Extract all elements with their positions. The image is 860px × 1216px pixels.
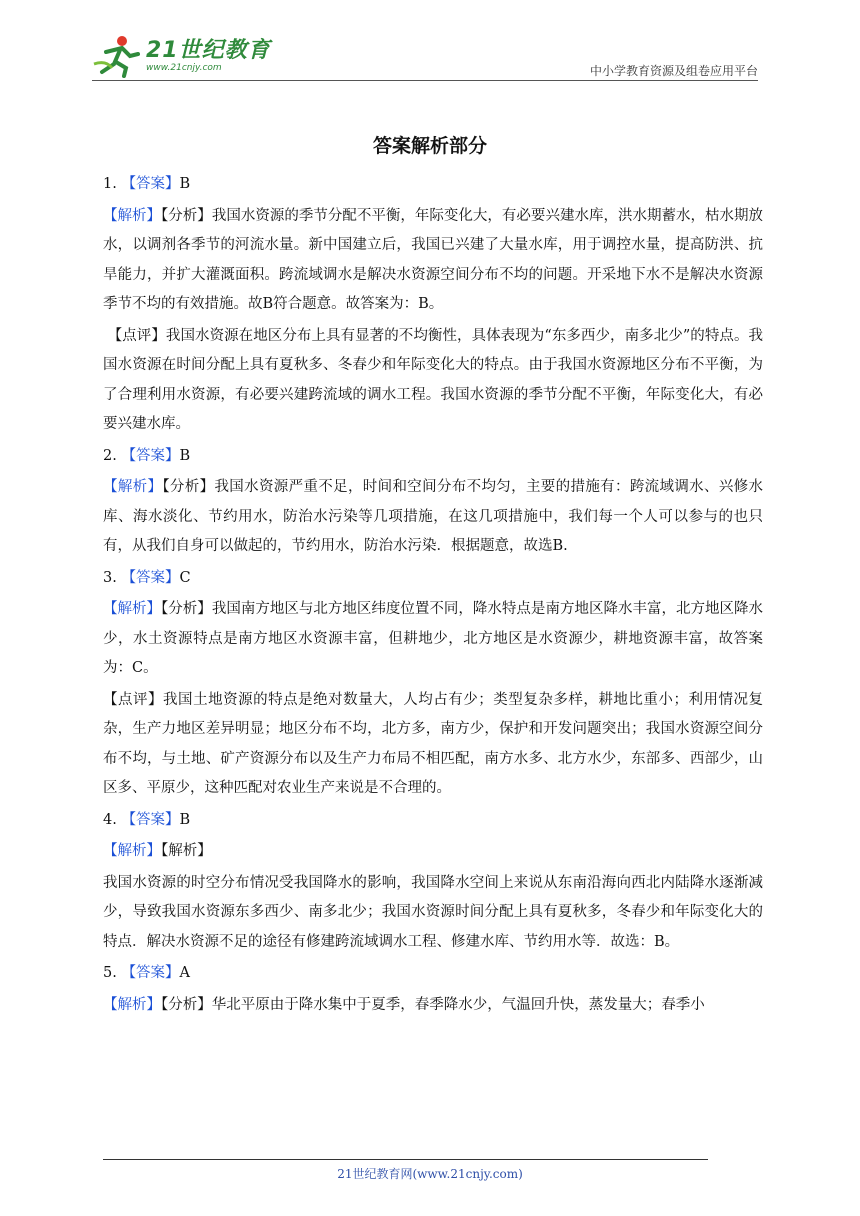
analysis-paragraph: 【解析】【分析】我国水资源严重不足，时间和空间分布不均匀，主要的措施有：跨流域调水、兴修水库、海水淡化、节约用水，防治水污染等几项措施，在这几项措施中，我们每一个人可以参与的也只有，从我们自身可以做起的，节约用水，防治水污染．根据题意，故选B.	[103, 479, 764, 554]
answer-line: 2. 【答案】B	[103, 447, 191, 464]
answer-line: 5. 【答案】A	[103, 965, 190, 981]
analysis-paragraph: 【解析】【分析】我国水资源的季节分配不平衡，年际变化大，有必要兴建水库，洪水期蓄水，枯水期放水，以调剂各季节的河流水量。新中国建立后，我国已兴建了大量水库，用于调控水量，提高防洪、抗旱能力，并扩大灌溉面积。跨流域调水是解决水资源空间分布不均的问题。开采地下水不是解决水资源季节不均的有效措施。故B符合题意。故答案为：B。	[103, 207, 764, 312]
comment-paragraph: 【点评】我国土地资源的特点是绝对数量大，人均占有少；类型复杂多样，耕地比重小；利用情况复杂，生产力地区差异明显；地区分布不均，北方多，南方少，保护和开发问题突出；我国水资源空间分布不均，与土地、矿产资源分布以及生产力布局不相匹配，南方水多、北方水少，东部多、西部少，山区多、平原少，这种匹配对农业生产来说是不合理的。	[103, 691, 763, 796]
footer-divider	[103, 1159, 708, 1160]
runner-logo-icon	[92, 34, 142, 78]
answer-value: B	[179, 447, 191, 464]
logo-main-text: 21世纪教育	[146, 37, 271, 63]
footer-text: 21世纪教育网(www.21cnjy.com)	[337, 1167, 523, 1181]
analysis-paragraph: 【解析】【分析】华北平原由于降水集中于夏季，春季降水少，气温回升快，蒸发量大；春季小	[103, 996, 705, 1013]
answer-tag: 【答案】	[121, 965, 180, 981]
page-header	[92, 30, 758, 82]
answer-line: 4. 【答案】B	[103, 811, 191, 828]
analysis-paragraph: 【解析】【分析】我国南方地区与北方地区纬度位置不同，降水特点是南方地区降水丰富，北方地区降水少，水土资源特点是南方地区水资源丰富，但耕地少，北方地区是水资源少，耕地资源丰富，故答案为：C。	[103, 601, 764, 676]
answer-value: B	[179, 176, 191, 192]
answer-tag: 【答案】	[121, 569, 180, 586]
answer-content	[103, 170, 763, 1022]
logo	[92, 34, 271, 78]
answer-tag: 【答案】	[121, 811, 180, 828]
answer-tag: 【答案】	[121, 176, 180, 192]
header-divider	[92, 80, 758, 81]
jiexi-tag: 【解析】	[103, 601, 162, 617]
jiexi-tag: 【解析】	[103, 996, 161, 1013]
answer-value: C	[179, 569, 191, 586]
answer-line: 3. 【答案】C	[103, 569, 191, 586]
jiexi-tag: 【解析】	[103, 207, 162, 224]
analysis-body: 我国水资源的时空分布情况受我国降水的影响，我国降水空间上来说从东南沿海向西北内陆降水逐渐减少，导致我国水资源东多西少、南多北少；我国水资源时间分配上具有夏秋多，冬春少和年际变化大的特点．解决水资源不足的途径有修建跨流域调水工程、修建水库、节约用水等．故选：B。	[103, 874, 763, 950]
header-platform-text: 中小学教育资源及组卷应用平台	[589, 64, 758, 78]
logo-url-text: www.21cnjy.com	[146, 62, 222, 73]
answer-tag: 【答案】	[121, 447, 180, 464]
analysis-paragraph: 【解析】【解析】	[103, 843, 212, 859]
jiexi-tag: 【解析】	[103, 479, 163, 495]
jiexi-tag: 【解析】	[103, 843, 161, 859]
answer-value: B	[179, 811, 191, 828]
answer-value: A	[179, 965, 190, 981]
page-title: 答案解析部分	[372, 135, 487, 157]
comment-paragraph: 【点评】我国水资源在地区分布上具有显著的不均衡性，具体表现为“东多西少，南多北少”的特点。我国水资源在时间分配上具有夏秋多、冬春少和年际变化大的特点。由于我国水资源地区分布不平衡，为了合理利用水资源，有必要兴建跨流域的调水工程。我国水资源的季节分配不平衡，年际变化大，有必要兴建水库。	[103, 327, 764, 432]
answer-line: 1. 【答案】B	[103, 176, 191, 192]
